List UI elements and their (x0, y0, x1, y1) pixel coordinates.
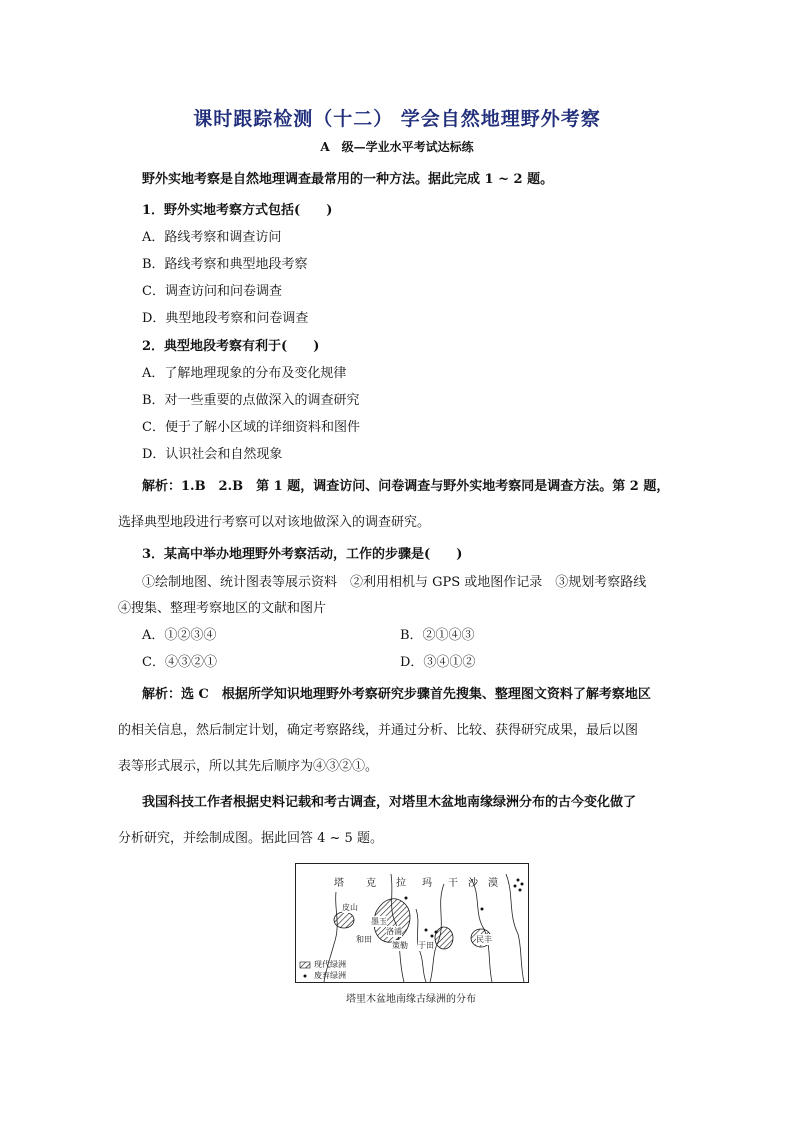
question-2-option-c: C．便于了解小区域的详细资料和图件 (142, 420, 360, 435)
legend-modern-label: 现代绿洲 (314, 960, 346, 969)
map-desert-label: 塔 (334, 878, 344, 889)
question-3-option-a: A．①②③④ (142, 628, 217, 643)
map-desert-label: 玛 (422, 878, 432, 889)
map-place-luopu: 洛浦 (386, 927, 402, 936)
legend-hatch-swatch (300, 962, 310, 968)
legend-abandoned-label: 废弃绿洲 (314, 971, 346, 980)
map-place-pishan: 皮山 (342, 903, 358, 912)
map-place-hetian: 和田 (356, 935, 372, 944)
map-desert-label: 干 (448, 878, 458, 889)
abandoned-oasis (431, 935, 434, 938)
map-desert-label: 克 (366, 878, 376, 889)
analysis-1-2-line-2: 选择典型地段进行考察可以对该地做深入的调查研究。 (118, 515, 431, 530)
map-place-cele: 策勒 (392, 941, 408, 950)
question-1-option-a: A．路线考察和调查访问 (142, 230, 282, 245)
map-place-minfeng: 民丰 (476, 935, 492, 944)
question-2-option-b: B．对一些重要的点做深入的调查研究 (142, 393, 360, 408)
map-desert-label: 漠 (488, 878, 498, 889)
map-place-moyu: 墨玉 (371, 917, 387, 926)
abandoned-oasis (481, 908, 484, 911)
question-3-stem: 3．某高中举办地理野外考察活动，工作的步骤是( ) (142, 547, 463, 562)
section-subtitle: A 级—学业水平考试达标练 (320, 140, 474, 154)
abandoned-oasis (517, 879, 520, 882)
abandoned-oasis (435, 931, 438, 934)
intro-2-line-2: 分析研究，并绘制成图。据此回答 4 ~ 5 题。 (118, 831, 383, 846)
legend-dot-swatch (304, 975, 307, 978)
question-1-option-b: B．路线考察和典型地段考察 (142, 257, 308, 272)
question-3-option-b: B．②①④③ (400, 628, 475, 643)
question-3-option-c: C．④③②① (142, 655, 217, 670)
analysis-3-line-3: 表等形式展示，所以其先后顺序为④③②①。 (118, 759, 379, 774)
map-caption: 塔里木盆地南缘古绿洲的分布 (346, 994, 476, 1005)
question-1-stem: 1．野外实地考察方式包括( ) (142, 203, 333, 218)
analysis-3-line-1: 解析：选 C 根据所学知识地理野外考察研究步骤首先搜集、整理图文资料了解考察地区 (142, 687, 651, 702)
analysis-1-2-line-1: 解析：1.B 2.B 第 1 题，调查访问、问卷调查与野外实地考察同是调查方法。第 2 题， (142, 479, 670, 494)
abandoned-oasis (405, 897, 408, 900)
map-desert-label: 沙 (468, 878, 478, 889)
page-title: 课时跟踪检测（十二） 学会自然地理野外考察 (193, 108, 601, 130)
abandoned-oasis (425, 929, 428, 932)
analysis-3-line-2: 的相关信息，然后制定计划，确定考察路线，并通过分析、比较、获得研究成果，最后以图 (118, 723, 639, 738)
intro-2-line-1: 我国科技工作者根据史料记载和考古调查，对塔里木盆地南缘绿洲分布的古今变化做了 (142, 795, 637, 810)
question-3-steps-2: ④搜集、整理考察地区的文献和图片 (118, 601, 327, 616)
intro-paragraph: 野外实地考察是自然地理调查最常用的一种方法。据此完成 1 ~ 2 题。 (142, 172, 554, 187)
question-2-option-d: D．认识社会和自然现象 (142, 447, 283, 462)
question-1-option-d: D．典型地段考察和问卷调查 (142, 311, 309, 326)
question-1-option-c: C．调查访问和问卷调查 (142, 284, 282, 299)
question-2-stem: 2．典型地段考察有利于( ) (142, 339, 320, 354)
question-2-option-a: A．了解地理现象的分布及变化规律 (142, 366, 347, 381)
oasis-map (295, 863, 529, 983)
abandoned-oasis (514, 885, 517, 888)
modern-oasis (435, 927, 453, 949)
map-desert-label: 拉 (396, 878, 406, 889)
abandoned-oasis (521, 883, 524, 886)
map-place-yutian: 于田 (418, 941, 434, 950)
question-3-steps-1: ①绘制地图、统计图表等展示资料 ②利用相机与 GPS 或地图作记录 ③规划考察路线 (142, 575, 647, 590)
modern-oasis (334, 912, 354, 928)
question-3-option-d: D．③④①② (400, 655, 476, 670)
abandoned-oasis (519, 889, 522, 892)
